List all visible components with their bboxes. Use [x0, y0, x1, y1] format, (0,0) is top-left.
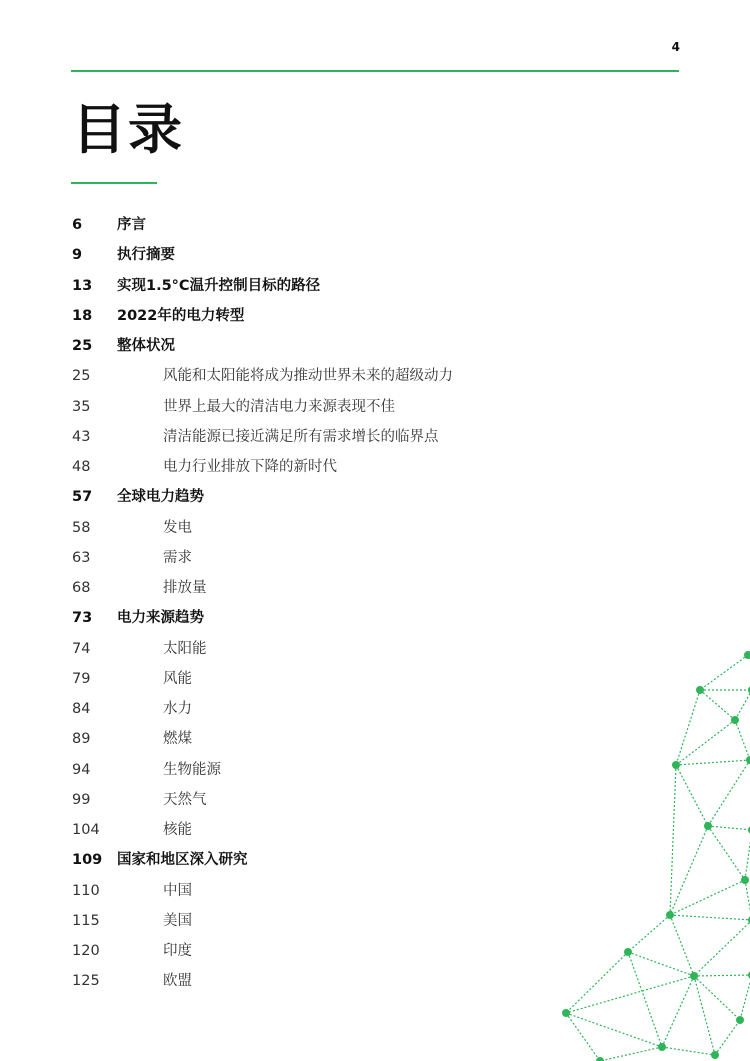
network-link — [740, 975, 750, 1020]
network-node — [704, 822, 712, 830]
toc-entry-title: 发电 — [163, 519, 192, 536]
header-divider — [71, 70, 679, 72]
toc-subsection-entry[interactable] — [71, 815, 591, 845]
toc-page-number: 110 — [72, 882, 100, 899]
network-link — [694, 976, 715, 1055]
network-link — [708, 760, 750, 826]
toc-page-number: 9 — [72, 247, 83, 264]
network-link — [670, 915, 694, 976]
toc-entry-title: 电力来源趋势 — [117, 610, 204, 627]
network-node — [666, 911, 674, 919]
network-node — [746, 756, 750, 764]
toc-entry-title: 太阳能 — [163, 640, 207, 657]
network-link — [715, 1020, 740, 1055]
network-link — [676, 760, 750, 765]
toc-entry-title: 核能 — [163, 822, 192, 838]
network-link — [628, 915, 670, 952]
toc-entry-title: 美国 — [163, 912, 192, 929]
network-link — [745, 830, 750, 880]
toc-subsection-entry[interactable] — [71, 422, 591, 452]
toc-subsection-entry[interactable] — [71, 966, 591, 996]
toc-page-number: 25 — [72, 368, 91, 385]
toc-page-number: 48 — [72, 459, 91, 475]
title-underline — [71, 182, 157, 184]
toc-entry-title: 全球电力趋势 — [117, 489, 204, 506]
toc-page-number: 74 — [72, 640, 91, 657]
network-link — [628, 952, 662, 1047]
network-node — [744, 651, 750, 659]
network-link — [708, 826, 750, 830]
toc-subsection-entry[interactable] — [71, 755, 591, 785]
toc-subsection-entry[interactable] — [71, 452, 591, 482]
network-link — [694, 976, 740, 1020]
toc-entry-title: 水力 — [163, 701, 192, 717]
toc-subsection-entry[interactable] — [71, 634, 591, 664]
network-node — [731, 716, 739, 724]
toc-subsection-entry[interactable] — [71, 361, 591, 391]
toc-page-number: 79 — [72, 670, 91, 687]
toc-entry-title: 实现1.5°C温升控制目标的路径 — [117, 277, 321, 294]
toc-page-number: 109 — [72, 852, 103, 869]
toc-page-number: 99 — [72, 791, 91, 808]
network-node — [741, 876, 749, 884]
toc-entry-title: 执行摘要 — [117, 247, 175, 264]
toc-section-entry[interactable] — [71, 301, 591, 331]
toc-page-number: 73 — [72, 610, 93, 627]
toc-entry-title: 2022年的电力转型 — [117, 307, 245, 324]
toc-entry-title: 序言 — [117, 217, 146, 233]
toc-entry-title: 中国 — [163, 882, 192, 899]
toc-subsection-entry[interactable] — [71, 876, 591, 906]
toc-entry-title: 电力行业排放下降的新时代 — [163, 459, 337, 475]
toc-page-number: 125 — [72, 973, 100, 990]
network-link — [676, 720, 735, 765]
network-link — [566, 1013, 600, 1061]
toc-subsection-entry[interactable] — [71, 785, 591, 815]
toc-entry-title: 印度 — [163, 943, 192, 959]
toc-page-number: 104 — [72, 822, 100, 838]
network-link — [662, 1047, 715, 1055]
toc-entry-title: 排放量 — [163, 580, 207, 596]
toc-page-number: 25 — [72, 338, 93, 354]
toc-entry-title: 欧盟 — [163, 973, 192, 990]
network-link — [676, 690, 700, 765]
toc-entry-title: 天然气 — [163, 791, 207, 808]
toc-entry-title: 整体状况 — [117, 338, 175, 354]
network-link — [735, 690, 750, 720]
toc-page-number: 84 — [72, 701, 91, 717]
toc-entry-title: 生物能源 — [163, 761, 221, 778]
network-node — [690, 972, 698, 980]
toc-subsection-entry[interactable] — [71, 694, 591, 724]
toc-section-entry[interactable] — [71, 331, 591, 361]
page-number: 4 — [671, 40, 680, 54]
toc-entry-title: 风能和太阳能将成为推动世界未来的超级动力 — [163, 368, 453, 385]
toc-page-number: 58 — [72, 519, 91, 536]
toc-page-number: 68 — [72, 580, 91, 596]
toc-subsection-entry[interactable] — [71, 664, 591, 694]
toc-section-entry[interactable] — [71, 271, 591, 301]
toc-section-entry[interactable] — [71, 845, 591, 875]
network-link — [676, 765, 708, 826]
network-node — [624, 948, 632, 956]
network-node — [696, 686, 704, 694]
toc-page-number: 18 — [72, 307, 93, 324]
network-link — [694, 975, 750, 976]
network-link — [566, 1013, 662, 1047]
network-link — [670, 826, 708, 915]
network-link — [670, 915, 750, 920]
toc-entry-title: 清洁能源已接近满足所有需求增长的临界点 — [163, 428, 439, 445]
network-node — [736, 1016, 744, 1024]
toc-subsection-entry[interactable] — [71, 543, 591, 573]
toc-subsection-entry[interactable] — [71, 724, 591, 754]
toc-subsection-entry[interactable] — [71, 573, 591, 603]
table-of-contents — [71, 210, 591, 997]
network-link — [600, 1047, 662, 1061]
network-link — [694, 920, 750, 976]
network-link — [735, 720, 750, 760]
toc-page-number: 115 — [72, 912, 100, 929]
toc-entry-title: 风能 — [163, 670, 192, 687]
toc-page-number: 89 — [72, 731, 91, 748]
toc-page-number: 6 — [72, 217, 83, 233]
network-link — [708, 826, 745, 880]
network-link — [745, 880, 750, 920]
network-node — [711, 1051, 719, 1059]
network-node — [562, 1009, 570, 1017]
network-node — [596, 1057, 604, 1061]
toc-entry-title: 国家和地区深入研究 — [117, 852, 248, 869]
toc-page-number: 63 — [72, 549, 91, 566]
network-link — [670, 880, 745, 915]
network-link — [662, 976, 694, 1047]
network-link — [700, 655, 748, 690]
toc-page-number: 57 — [72, 489, 93, 506]
network-link — [628, 952, 694, 976]
toc-section-entry[interactable] — [71, 482, 591, 512]
toc-subsection-entry[interactable] — [71, 936, 591, 966]
toc-page-number: 94 — [72, 761, 91, 778]
toc-section-entry[interactable] — [71, 240, 591, 270]
toc-page-number: 13 — [72, 277, 93, 294]
toc-subsection-entry[interactable] — [71, 392, 591, 422]
toc-section-entry[interactable] — [71, 210, 591, 240]
toc-section-entry[interactable] — [71, 603, 591, 633]
toc-entry-title: 世界上最大的清洁电力来源表现不佳 — [163, 398, 395, 415]
network-link — [670, 765, 676, 915]
page-title: 目录 — [72, 98, 184, 161]
network-node — [658, 1043, 666, 1051]
toc-subsection-entry[interactable] — [71, 513, 591, 543]
toc-entry-title: 需求 — [163, 549, 192, 566]
toc-subsection-entry[interactable] — [71, 906, 591, 936]
toc-page-number: 120 — [72, 943, 100, 959]
toc-page-number: 43 — [72, 428, 91, 445]
toc-page-number: 35 — [72, 398, 91, 415]
toc-entry-title: 燃煤 — [163, 731, 192, 748]
network-link — [700, 690, 735, 720]
network-node — [672, 761, 680, 769]
